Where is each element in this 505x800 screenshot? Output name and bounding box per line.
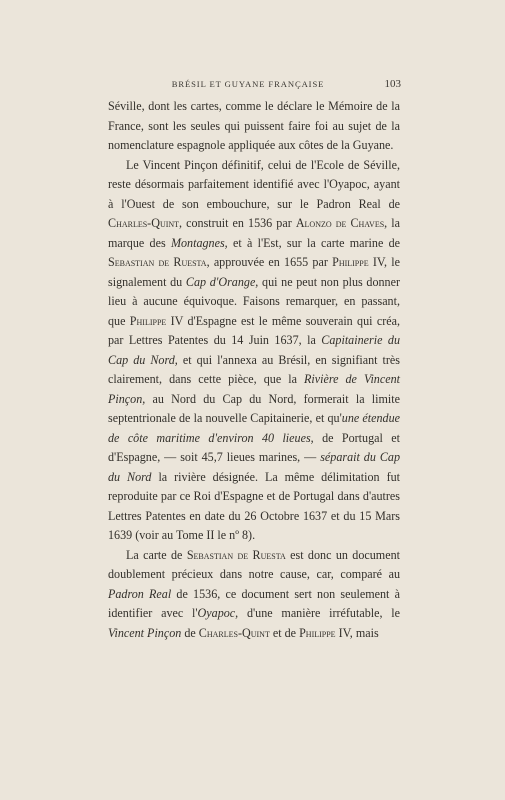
italic-term: Padron Real: [108, 586, 172, 601]
text-run: est donc un document doublement précieux dans notre cause, car, comparé au: [108, 547, 400, 581]
italic-term: Rivière de Vincent Pinçon,: [108, 372, 400, 406]
italic-term: Oyapoc,: [197, 606, 239, 620]
text-run: Le Vincent Pinçon définitif, celui de l'Ecole de Séville, reste désormais parfaitement identifié avec l'Oyapoc, ayant à l'Ouest de son embouchure, sur le Padron Real de: [108, 157, 400, 211]
italic-term: Capitainerie du Cap du Nord,: [108, 333, 400, 367]
text-run: de: [181, 625, 199, 640]
text-run: , construit en 1536 par: [179, 216, 296, 230]
person-name: Sebastian de Ruesta: [186, 547, 286, 562]
paragraph-2: [108, 156, 400, 546]
person-name: Philippe: [129, 313, 167, 328]
page-number: 103: [384, 78, 401, 90]
text-run: de Portugal et d'Espagne, — soit 45,7 lieues marines, —: [108, 430, 400, 464]
text-run: La carte de: [126, 547, 187, 562]
text-run: de 1536, ce document sert non seulement à identifier avec l': [108, 586, 400, 620]
text-run: la rivière désignée. La même délimitation fut reproduite par ce Roi d'Espagne et de Portugal dans d'autres Lettres Patentes en date du 26 Octobre 1637 et du 15 Mars 1639 (voir au Tome II le nº 8).: [108, 469, 400, 542]
page-header: [0, 78, 505, 94]
text-run: et à l'Est, sur la carte marine de: [227, 235, 400, 250]
person-name: Sebastian de Ruesta: [108, 255, 207, 269]
running-title: BRÉSIL ET GUYANE FRANÇAISE: [171, 79, 325, 89]
text-run: d'une manière irréfutable, le: [238, 606, 400, 620]
text-run: IV d'Espagne est le même souverain qui créa, par Lettres Patentes du 14 Juin 1637, la: [108, 313, 400, 347]
text-run: qui ne peut non plus donner lieu à aucune équivoque. Faisons remarquer, en passant, que: [108, 274, 400, 328]
body-text: [108, 97, 400, 643]
text-run: et qui l'annexa au Brésil, en signifiant très clairement, dans cette pièce, que la: [108, 352, 400, 386]
text-run: au Nord du Cap du Nord, formerait la limite septentrionale de la nouvelle Capitainerie, et qu': [108, 391, 400, 425]
person-name: Alonzo de Chaves: [295, 216, 385, 230]
text-run: Séville, dont les cartes, comme le déclare le Mémoire de la France, sont les seules qui puissent faire foi au sujet de la nomenclature espagnole appliquée aux côtes de la Guyane.: [108, 99, 400, 152]
person-name: Charles-Quint: [108, 216, 180, 230]
paragraph-1: [108, 97, 400, 156]
person-name: Philippe: [332, 255, 369, 269]
person-name: Philippe: [299, 625, 336, 640]
text-run: IV, le signalement du: [108, 255, 400, 289]
text-run: et de: [269, 625, 300, 640]
italic-term: Montagnes,: [170, 235, 228, 250]
italic-term: Vincent Pinçon: [108, 625, 182, 640]
text-run: IV, mais: [335, 625, 379, 640]
text-run: , la marque des: [108, 216, 400, 250]
person-name: Charles-Quint: [198, 625, 270, 640]
text-run: , approuvée en 1655 par: [206, 255, 333, 269]
paragraph-3: [108, 546, 400, 644]
italic-term: Cap d'Orange,: [185, 274, 259, 289]
italic-term: séparait du Cap du Nord: [108, 450, 400, 484]
italic-term: une étendue de côte maritime d'environ 40 lieues,: [108, 411, 400, 445]
